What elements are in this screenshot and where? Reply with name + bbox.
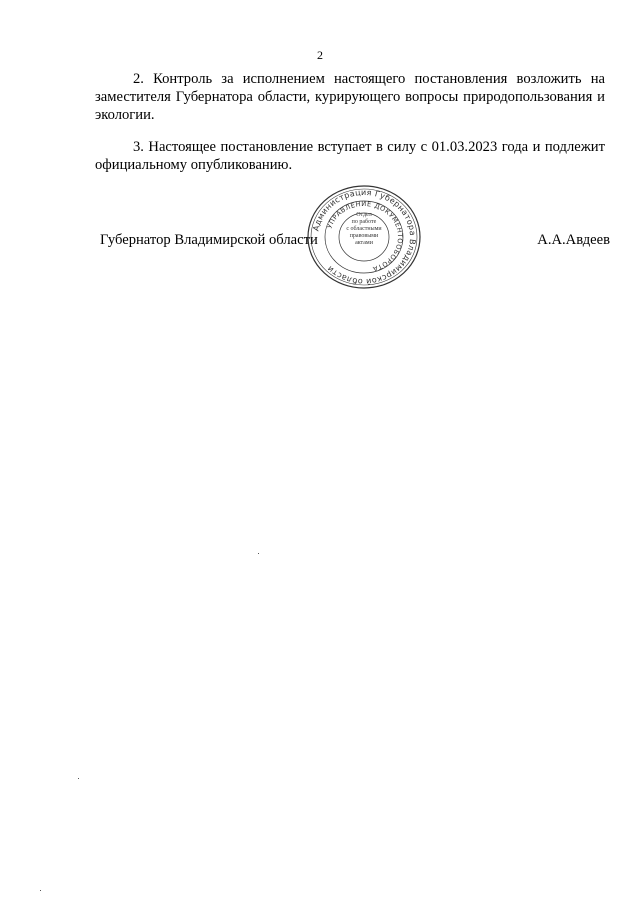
signatory-title: Губернатор Владимирской области [100,232,318,248]
stamp-center-line: по работе [351,219,377,225]
page-number: 2 [317,48,323,62]
official-stamp [304,182,424,292]
stamp-center-line: Отдел [356,212,372,218]
stamp-center-line: правовыми [349,233,379,239]
stamp-outer-text: Администрация Губернатора Владимирской области [311,187,418,287]
stamp-inner-text: УПРАВЛЕНИЕ ДОКУМЕНТООБОРОТА [325,199,405,273]
paragraph-2: 2. Контроль за исполнением настоящего постановления возложить на заместителя Губернатора области, курирующего вопросы природопользования и экологии. [95,71,605,123]
stamp-center-line: актами [355,240,373,246]
document-body [95,70,605,174]
paragraph-3: 3. Настоящее постановление вступает в силу с 01.03.2023 года и подлежит официальному опубликованию. [95,139,605,173]
stamp-center-text [342,212,386,247]
stamp-center-line: с областными [346,226,382,232]
scan-speck [258,553,259,554]
scan-speck [40,890,41,891]
scan-speck [78,778,79,779]
signatory-name: А.А.Авдеев [537,232,610,248]
